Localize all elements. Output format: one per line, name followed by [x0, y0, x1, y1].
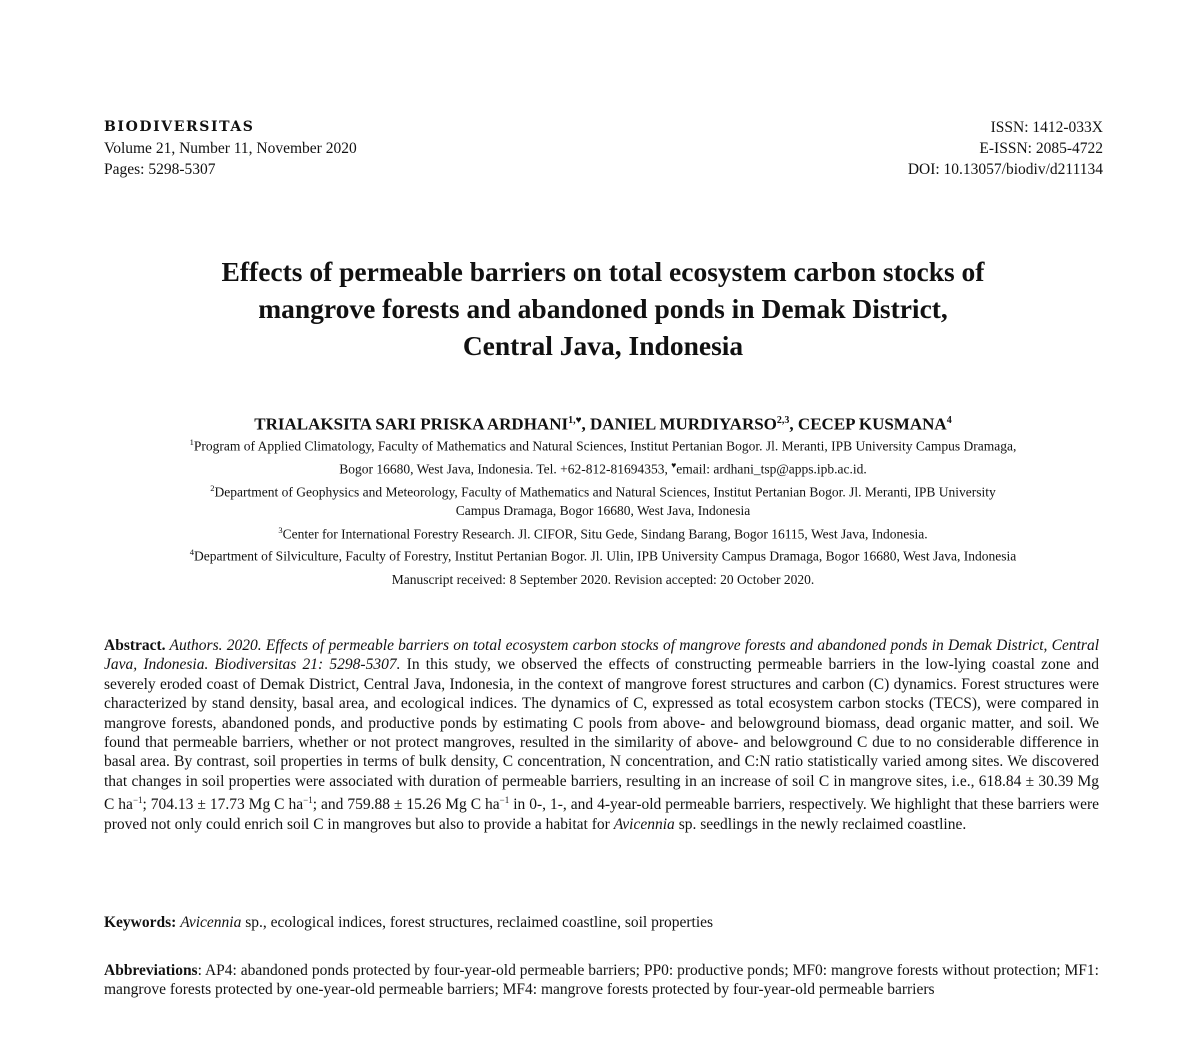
- author-separator: ,: [789, 414, 798, 434]
- unit-exponent: −1: [499, 795, 510, 806]
- abstract: [104, 636, 1099, 834]
- author-name: CECEP KUSMANA: [797, 414, 947, 434]
- corresponding-mark: ♥: [671, 459, 677, 470]
- affil-text: Center for International Forestry Research. Jl. CIFOR, Situ Gede, Sindang Barang, Bogor 16115, West Java, Indonesia.: [282, 526, 928, 542]
- corresponding-email: email: ardhani_tsp@apps.ipb.ac.id.: [676, 461, 867, 477]
- affil-mark: 4: [189, 547, 194, 558]
- affil-mark: 2: [210, 482, 215, 493]
- keywords: [104, 913, 1099, 932]
- issn: ISSN: 1412-033X: [990, 119, 1103, 136]
- abstract-text: ; and 759.88 ± 15.26 Mg C ha: [312, 796, 500, 814]
- unit-exponent: −1: [303, 795, 313, 806]
- eissn: E-ISSN: 2085-4722: [979, 140, 1103, 157]
- affil-text: Program of Applied Climatology, Faculty of Mathematics and Natural Sciences, Institut Pertanian Bogor. Jl. Meranti, IPB University Campus Dramaga,: [193, 438, 1017, 454]
- journal-identifiers: [908, 117, 1103, 180]
- author-name: DANIEL MURDIYARSO: [590, 414, 777, 434]
- abstract-text: ; 704.13 ± 17.73 Mg C ha: [142, 796, 304, 814]
- affiliations: [100, 433, 1106, 566]
- author-affil-mark: 2,3: [776, 415, 790, 426]
- abstract-text: In this study, we observed the effects of constructing permeable barriers in the low-lying coastal zone and severely eroded coast of Demak District, Central Java, Indonesia, in the context of mangrove forest structures and carbon (C) dynamics. Forest structures were characterized by stand density, basal area, and ecological indices. The dynamics of C, expressed as total ecosystem carbon stocks (TECS), were compared in mangrove forests, abandoned ponds, and productive ponds by estimating C pools from above- and belowground biomass, dead organic matter, and soil. We found that permeable barriers, whether or not protect mangroves, resulted in the similarity of above- and belowground C due to no considerable difference in basal area. By contrast, soil properties in terms of bulk density, C concentration, N concentration, and C:N ratio statistically varied among sites. We discovered that changes in soil properties were associated with duration of permeable barriers, resulting in an increase of soil C in mangrove sites, i.e., 618.84 ± 30.39 Mg C ha: [104, 656, 1099, 814]
- abbreviations-text: : AP4: abandoned ponds protected by four-year-old permeable barriers; PP0: productive ponds; MF0: mangrove forests without protection; MF1: mangrove forests protected by one-year-old permeable barriers; MF4: mangrove forests protected by four-year-old permeable barriers: [104, 962, 1099, 999]
- keywords-label: Keywords:: [104, 914, 177, 931]
- abstract-text: sp. seedlings in the newly reclaimed coastline.: [674, 815, 967, 833]
- abbreviations: [104, 961, 1099, 1000]
- affil-text: Bogor 16680, West Java, Indonesia. Tel. +62-812-81694353,: [339, 461, 672, 477]
- doi: DOI: 10.13057/biodiv/d211134: [907, 161, 1103, 178]
- affiliation-1-cont: [100, 456, 1106, 479]
- author-separator: ,: [581, 414, 591, 434]
- affil-text: Department of Geophysics and Meteorology, Faculty of Mathematics and Natural Sciences, Institut Pertanian Bogor. Jl. Meranti, IPB University: [214, 484, 996, 500]
- title-line: mangrove forests and abandoned ponds in Demak District,: [258, 293, 948, 324]
- title-line: Central Java, Indonesia: [462, 330, 744, 361]
- affiliation-2: [100, 479, 1106, 502]
- author-affil-mark: 4: [946, 415, 952, 426]
- affiliation-1: [100, 433, 1106, 456]
- affiliation-4: [100, 543, 1106, 566]
- title-line: Effects of permeable barriers on total ecosystem carbon stocks of: [221, 256, 985, 287]
- manuscript-dates: Manuscript received: 8 September 2020. Revision accepted: 20 October 2020.: [391, 572, 815, 587]
- affil-text: Campus Dramaga, Bogor 16680, West Java, Indonesia: [455, 503, 751, 519]
- affiliation-2-cont: [100, 501, 1106, 520]
- abstract-label: Abstract.: [104, 637, 166, 654]
- paper-title: [100, 253, 1106, 364]
- journal-info: [104, 117, 357, 180]
- abbreviations-label: Abbreviations: [104, 962, 198, 979]
- author-affil-mark: 1,♥: [568, 415, 582, 426]
- affil-mark: 3: [278, 524, 283, 535]
- genus-name: Avicennia: [613, 815, 675, 833]
- affiliation-3: [100, 521, 1106, 544]
- author-list: [100, 410, 1106, 436]
- journal-volume: Volume 21, Number 11, November 2020: [104, 140, 357, 157]
- affil-mark: 1: [189, 437, 194, 447]
- unit-exponent: −1: [132, 795, 143, 806]
- author-name: TRIALAKSITA SARI PRISKA ARDHANI: [254, 414, 569, 434]
- keywords-text: sp., ecological indices, forest structures, reclaimed coastline, soil properties: [241, 914, 714, 931]
- journal-name: BIODIVERSITAS: [104, 119, 255, 135]
- affil-text: Department of Silviculture, Faculty of Forestry, Institut Pertanian Bogor. Jl. Ulin, IPB University Campus Dramaga, Bogor 16680, West Java, Indonesia: [193, 548, 1017, 564]
- genus-name: Avicennia: [180, 914, 242, 931]
- abstract-text: in 0-, 1-, and 4-year-old permeable barriers, respectively. We highlight that these barriers were proved not only could enrich soil C in mangroves but also to provide a habitat for: [104, 796, 1099, 833]
- abstract-citation: Authors. 2020. Effects of permeable barriers on total ecosystem carbon stocks of mangrove forests and abandoned ponds in Demak District, Central Java, Indonesia. Biodiversitas 21: 5298-5307.: [104, 637, 1099, 674]
- journal-pages: Pages: 5298-5307: [104, 161, 216, 178]
